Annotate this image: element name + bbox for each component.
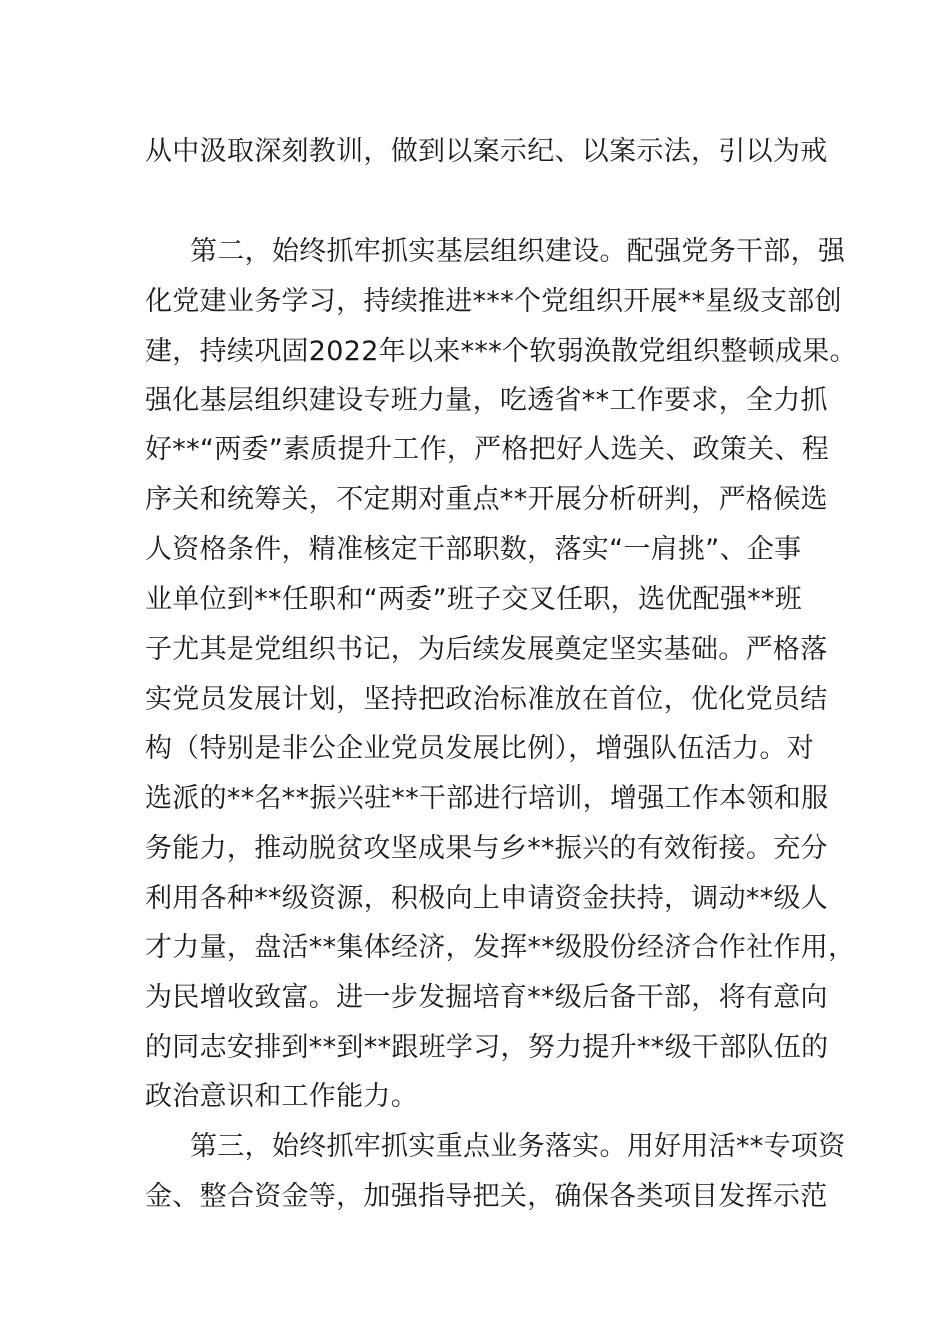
paragraph-2-line-16: 为民增收致富。进一步发掘培育**级后备干部，将有意向 <box>145 982 828 1013</box>
paragraph-2-line-17: 的同志安排到**到**跟班学习，努力提升**级干部队伍的 <box>145 1032 829 1063</box>
paragraph-2-line-14: 利用各种**级资源，积极向上申请资金扶持，调动**级人 <box>145 883 829 914</box>
paragraph-2-line-3: 建，持续巩固2022年以来***个软弱涣散党组织整顿成果。 <box>145 336 857 367</box>
intro-line: 从中汲取深刻教训，做到以案示纪、以案示法，引以为戒 <box>145 136 828 167</box>
paragraph-2-line-5: 好**“两委”素质提升工作，严格把好人选关、政策关、程 <box>145 434 830 465</box>
paragraph-2-line-4: 强化基层组织建设专班力量，吃透省**工作要求，全力抓 <box>145 385 828 416</box>
paragraph-2-line-2: 化党建业务学习，持续推进***个党组织开展**星级支部创 <box>145 286 842 317</box>
paragraph-3-line-1: 第三，始终抓牢抓实重点业务落实。用好用活**专项资 <box>190 1131 846 1162</box>
paragraph-3-line-2: 金、整合资金等，加强指导把关，确保各类项目发挥示范 <box>145 1181 828 1212</box>
paragraph-2-line-9: 子尤其是党组织书记，为后续发展奠定坚实基础。严格落 <box>145 634 828 665</box>
paragraph-2-line-8: 业单位到**任职和“两委”班子交叉任职，选优配强**班 <box>145 584 803 615</box>
paragraph-2-line-10: 实党员发展计划，坚持把政治标准放在首位，优化党员结 <box>145 684 828 715</box>
paragraph-2-line-18: 政治意识和工作能力。 <box>145 1081 418 1112</box>
paragraph-2-line-15: 才力量，盘活**集体经济，发挥**级股份经济合作社作用， <box>145 932 856 963</box>
paragraph-2-line-6: 序关和统筹关，不定期对重点**开展分析研判，严格候选 <box>145 484 828 515</box>
paragraph-2-line-1: 第二，始终抓牢抓实基层组织建设。配强党务干部，强 <box>190 236 846 267</box>
paragraph-2-line-11: 构（特别是非公企业党员发展比例），增强队伍活力。对 <box>145 733 814 764</box>
paragraph-2-line-12: 选派的**名**振兴驻**干部进行培训，增强工作本领和服 <box>145 783 829 814</box>
paragraph-2-line-7: 人资格条件，精准核定干部职数，落实“一肩挑”、企事 <box>145 534 802 565</box>
paragraph-2-line-13: 务能力，推动脱贫攻坚成果与乡**振兴的有效衔接。充分 <box>145 833 828 864</box>
